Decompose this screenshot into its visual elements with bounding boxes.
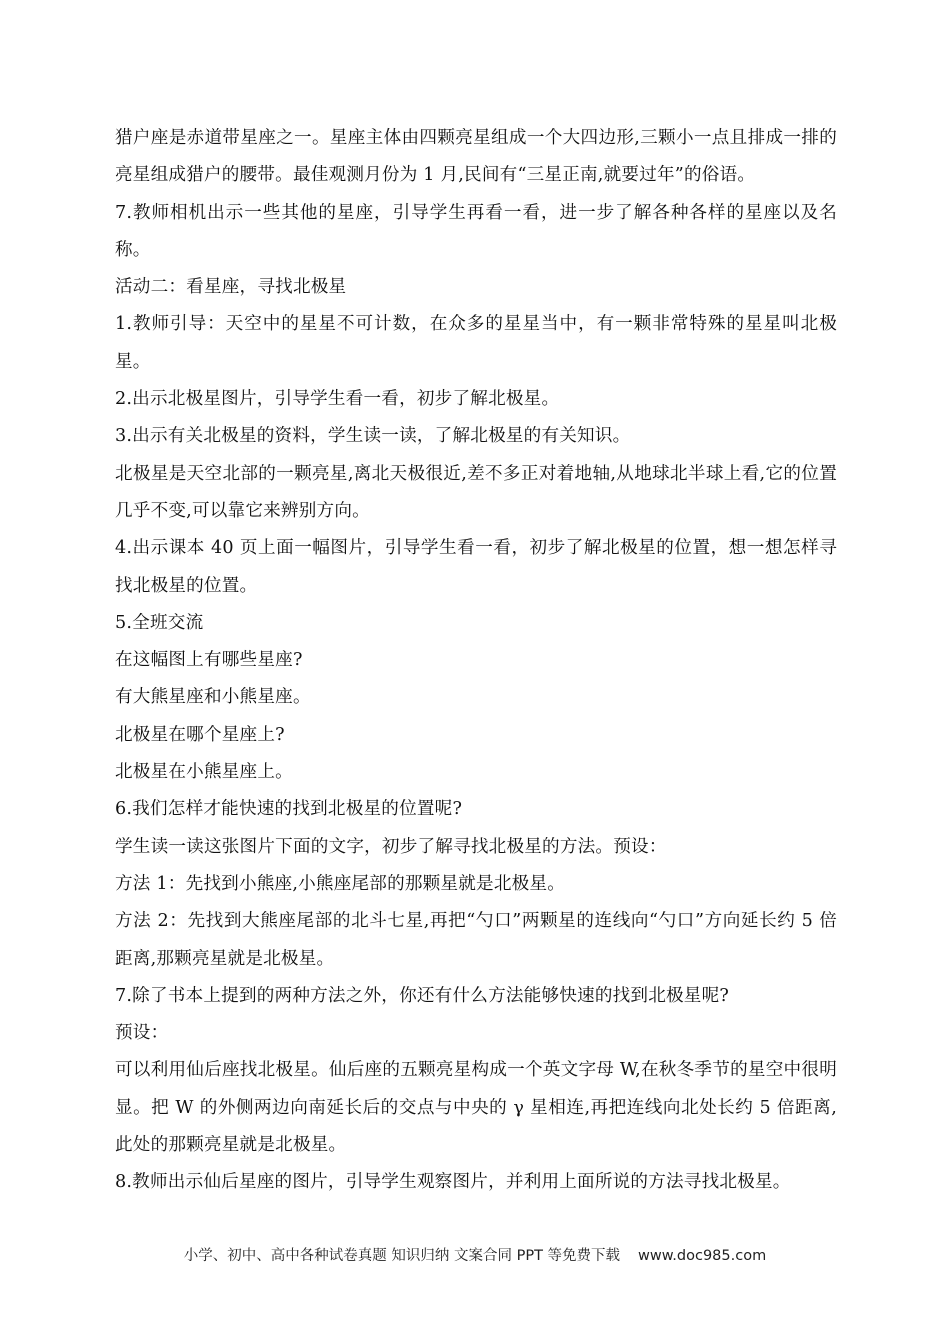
paragraph-step-8: 8.教师出示仙后星座的图片，引导学生观察图片，并利用上面所说的方法寻找北极星。 <box>115 1172 791 1193</box>
paragraph-method-2: 方法 2：先找到大熊座尾部的北斗七星,再把“勺口”两颗星的连线向“勺口”方向延长约 5 倍距离,那颗亮星就是北极星。 <box>115 911 837 969</box>
paragraph-step-7-other-methods: 7.除了书本上提到的两种方法之外，你还有什么方法能够快速的找到北极星呢? <box>115 985 730 1006</box>
footer-text: 小学、初中、高中各种试卷真题 知识归纳 文案合同 PPT 等免费下载 <box>183 1248 621 1264</box>
paragraph-polaris-info: 北极星是天空北部的一颗亮星,离北天极很近,差不多正对着地轴,从地球北半球上看,它的位置几乎不变,可以靠它来辨别方向。 <box>115 463 837 521</box>
paragraph-step-5: 5.全班交流 <box>115 612 204 633</box>
footer-site-link[interactable]: www.doc985.com <box>638 1248 767 1264</box>
paragraph-step-1: 1.教师引导：天空中的星星不可计数，在众多的星星当中，有一颗非常特殊的星星叫北极星。 <box>115 314 837 372</box>
activity-heading: 活动二：看星座，寻找北极星 <box>115 277 347 298</box>
answer-polaris-location: 北极星在小熊星座上。 <box>115 762 293 783</box>
paragraph-cassiopeia: 可以利用仙后座找北极星。仙后座的五颗亮星构成一个英文字母 W,在秋冬季节的星空中很明显。把 W 的外侧两边向南延长后的交点与中央的 γ 星相连,再把连线向北处长约 5 倍距离,此处的那颗亮星就是北极星。 <box>115 1060 837 1156</box>
document-body <box>115 120 837 1202</box>
question-polaris-location: 北极星在哪个星座上? <box>115 724 285 745</box>
paragraph-step-3: 3.出示有关北极星的资料，学生读一读，了解北极星的有关知识。 <box>115 426 631 447</box>
paragraph-step-2: 2.出示北极星图片，引导学生看一看，初步了解北极星。 <box>115 389 560 410</box>
question-constellations: 在这幅图上有哪些星座? <box>115 650 303 671</box>
paragraph-step-6: 6.我们怎样才能快速的找到北极星的位置呢? <box>115 799 463 820</box>
page-footer <box>0 1244 950 1265</box>
paragraph-read-text: 学生读一读这张图片下面的文字，初步了解寻找北极星的方法。预设： <box>115 836 667 857</box>
paragraph-method-1: 方法 1：先找到小熊座,小熊座尾部的那颗星就是北极星。 <box>115 873 566 894</box>
paragraph-preset: 预设： <box>115 1023 169 1044</box>
paragraph-step-7-constellations: 7.教师相机出示一些其他的星座，引导学生再看一看，进一步了解各种各样的星座以及名称。 <box>115 202 837 260</box>
paragraph-orion: 猎户座是赤道带星座之一。星座主体由四颗亮星组成一个大四边形,三颗小一点且排成一排的亮星组成猎户的腰带。最佳观测月份为 1 月,民间有“三星正南,就要过年”的俗语。 <box>115 128 837 186</box>
paragraph-step-4: 4.出示课本 40 页上面一幅图片，引导学生看一看，初步了解北极星的位置，想一想怎样寻找北极星的位置。 <box>115 538 837 596</box>
answer-constellations: 有大熊星座和小熊星座。 <box>115 687 311 708</box>
